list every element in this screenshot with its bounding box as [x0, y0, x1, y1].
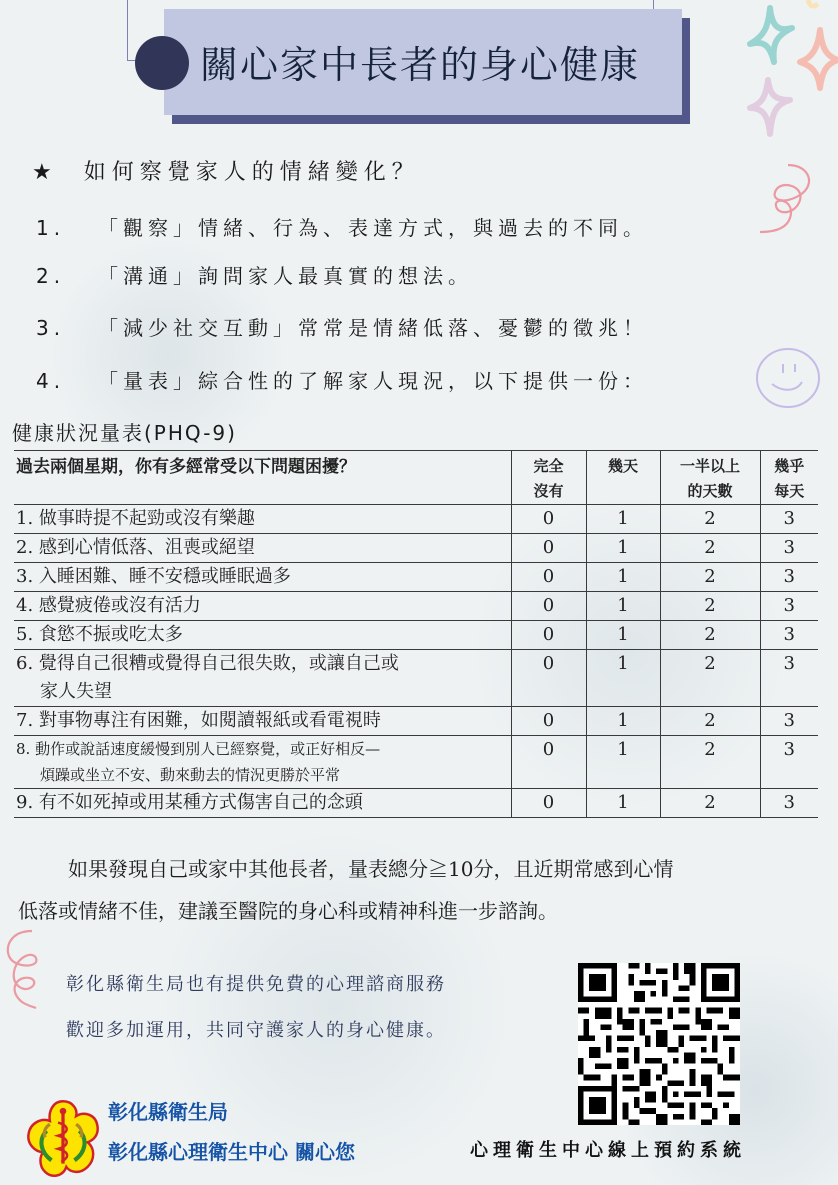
qr-code[interactable]: [578, 963, 740, 1125]
scale-title: 健康狀況量表(PHQ-9): [12, 421, 237, 445]
score-cell: 3: [760, 707, 818, 736]
option-header: 完全 沒有: [511, 451, 586, 505]
option-header: 一半以上 的天數: [660, 451, 760, 505]
table-row: [14, 621, 818, 650]
org-name-center: 彰化縣心理衛生中心 關心您: [108, 1140, 355, 1164]
score-cell: 0: [511, 563, 586, 592]
question-cell: 8. 動作或說話速度緩慢到別人已經察覺，或正好相反— 煩躁或坐立不安、動來動去的情況更勝於平常: [14, 736, 511, 789]
score-cell: 1: [586, 563, 660, 592]
page-title: 關心家中長者的身心健康: [200, 43, 641, 87]
score-cell: 1: [586, 621, 660, 650]
score-cell: 2: [660, 621, 760, 650]
question-header: 過去兩個星期，你有多經常受以下問題困擾？: [14, 451, 511, 505]
score-cell: 2: [660, 650, 760, 707]
table-row: [14, 505, 818, 534]
score-cell: 1: [586, 534, 660, 563]
question-cell: 6. 覺得自己很糟或覺得自己很失敗，或讓自己或 家人失望: [14, 650, 511, 707]
score-cell: 0: [511, 621, 586, 650]
tip-item: 4. 「量表」綜合性的了解家人現況，以下提供一份：: [36, 369, 648, 393]
score-cell: 0: [511, 789, 586, 818]
service-text-line2: 歡迎多加運用，共同守護家人的身心健康。: [66, 1020, 446, 1041]
score-cell: 2: [660, 563, 760, 592]
service-text-line1: 彰化縣衛生局也有提供免費的心理諮商服務: [66, 974, 446, 995]
tips-heading: [32, 155, 420, 191]
star-icon: ★: [32, 160, 58, 185]
question-cell: 1. 做事時提不起勁或沒有樂趣: [14, 505, 511, 534]
table-header-row: [14, 451, 818, 505]
score-cell: 1: [586, 592, 660, 621]
score-cell: 1: [586, 650, 660, 707]
table-row: [14, 592, 818, 621]
table-row: [14, 736, 818, 789]
org-name-bureau: 彰化縣衛生局: [108, 1100, 228, 1124]
tip-item: 1. 「觀察」情緒、行為、表達方式，與過去的不同。: [36, 216, 648, 240]
table-row: [14, 534, 818, 563]
question-cell: 2. 感到心情低落、沮喪或絕望: [14, 534, 511, 563]
advice-paragraph: 如果發現自己或家中其他長者，量表總分≧10分，且近期常感到心情 低落或情緒不佳，建議至醫院的身心科或精神科進一步諮詢。: [18, 857, 674, 923]
tip-item: 2. 「溝通」詢問家人最真實的想法。: [36, 264, 473, 288]
table-row: [14, 650, 818, 707]
score-cell: 3: [760, 650, 818, 707]
option-header: 幾天: [586, 451, 660, 505]
score-cell: 2: [660, 736, 760, 789]
score-cell: 0: [511, 505, 586, 534]
score-cell: 3: [760, 505, 818, 534]
score-cell: 1: [586, 707, 660, 736]
score-cell: 2: [660, 592, 760, 621]
score-cell: 3: [760, 621, 818, 650]
score-cell: 2: [660, 534, 760, 563]
booking-system-label: 心理衛生中心線上預約系統: [470, 1140, 746, 1161]
table-row: [14, 563, 818, 592]
score-cell: 3: [760, 592, 818, 621]
score-cell: 1: [586, 736, 660, 789]
spiral-decoration-top: [760, 160, 820, 260]
score-cell: 3: [760, 789, 818, 818]
score-cell: 1: [586, 789, 660, 818]
phq9-table: [14, 450, 818, 818]
banner-dot-icon: [135, 36, 189, 90]
question-cell: 9. 有不如死掉或用某種方式傷害自己的念頭: [14, 789, 511, 818]
score-cell: 0: [511, 592, 586, 621]
health-bureau-logo-icon: [22, 1098, 104, 1180]
sparkle-decoration: [720, 0, 838, 140]
score-cell: 0: [511, 650, 586, 707]
table-row: [14, 707, 818, 736]
question-cell: 5. 食慾不振或吃太多: [14, 621, 511, 650]
score-cell: 3: [760, 736, 818, 789]
score-cell: 2: [660, 707, 760, 736]
tip-item: 3. 「減少社交互動」常常是情緒低落、憂鬱的徵兆！: [36, 316, 648, 340]
table-row: [14, 789, 818, 818]
score-cell: 0: [511, 534, 586, 563]
option-header: 幾乎 每天: [760, 451, 818, 505]
score-cell: 3: [760, 563, 818, 592]
smiley-decoration: [752, 344, 824, 410]
score-cell: 3: [760, 534, 818, 563]
score-cell: 0: [511, 707, 586, 736]
question-cell: 4. 感覺疲倦或沒有活力: [14, 592, 511, 621]
score-cell: 2: [660, 505, 760, 534]
score-cell: 1: [586, 505, 660, 534]
score-cell: 2: [660, 789, 760, 818]
question-cell: 3. 入睡困難、睡不安穩或睡眠過多: [14, 563, 511, 592]
score-cell: 0: [511, 736, 586, 789]
spiral-decoration-bottom: [0, 928, 50, 1010]
tips-heading-text: 如何察覺家人的情緒變化？: [83, 160, 420, 185]
question-cell: 7. 對事物專注有困難，如閱讀報紙或看電視時: [14, 707, 511, 736]
